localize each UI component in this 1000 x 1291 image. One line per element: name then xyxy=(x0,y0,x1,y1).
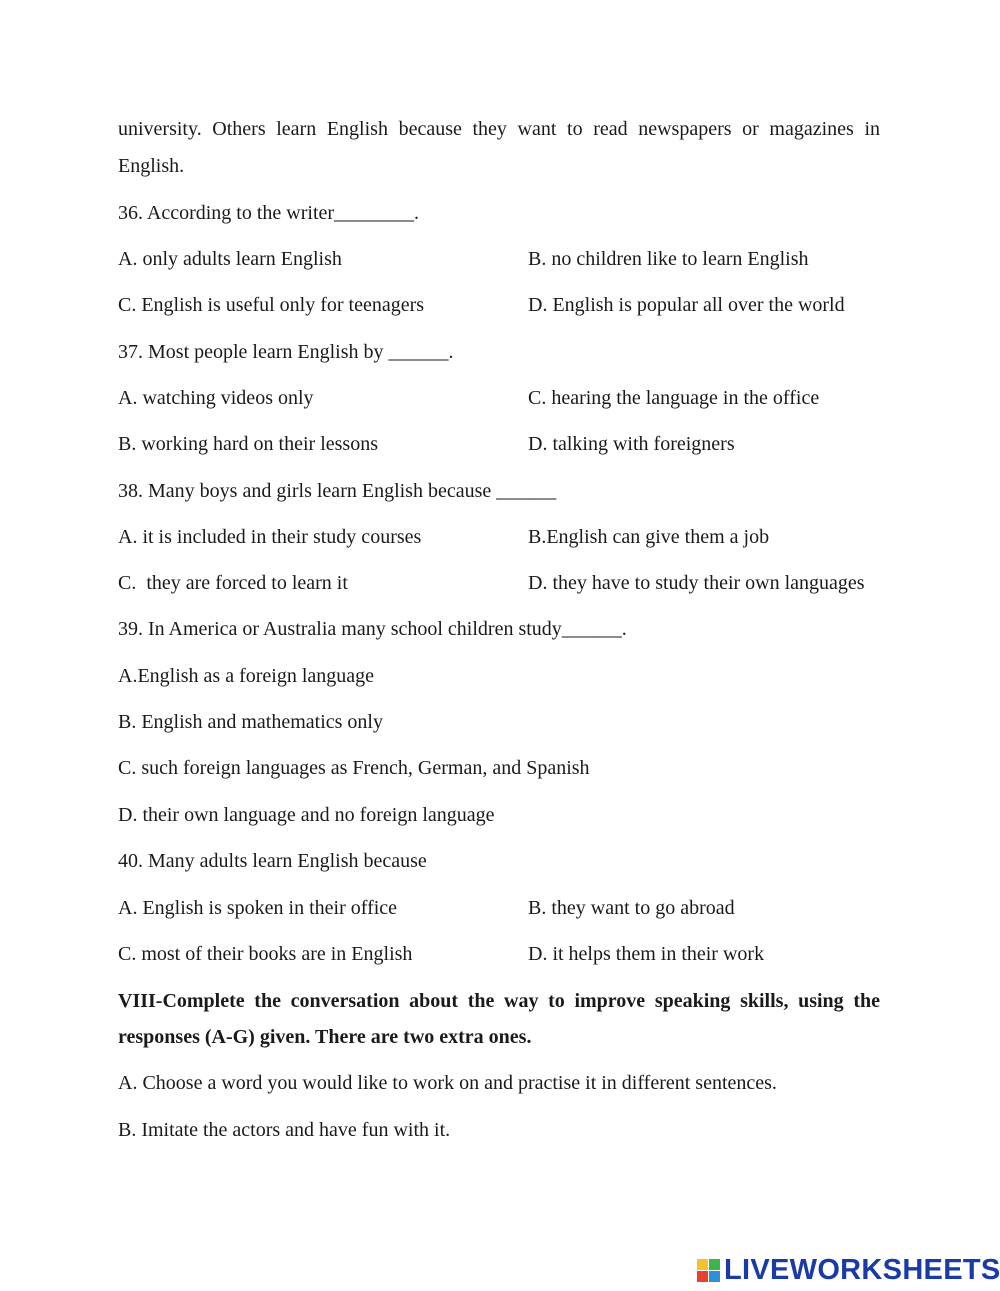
logo-text: LIVEWORKSHEETS xyxy=(724,1253,1000,1286)
logo-block-4 xyxy=(709,1271,720,1282)
q36-option-d: D. English is popular all over the world xyxy=(528,294,845,316)
intro-line-2: English. xyxy=(118,155,185,177)
q40-option-a: A. English is spoken in their office xyxy=(118,897,398,919)
q37-option-a: A. watching videos only xyxy=(118,387,314,409)
logo-blocks-icon xyxy=(697,1259,720,1282)
q37-option-d: D. talking with foreigners xyxy=(528,433,735,455)
section-8-heading-line-2: responses (A-G) given. There are two extra ones. xyxy=(118,1026,532,1048)
question-39-stem: 39. In America or Australia many school children study______. xyxy=(118,618,627,640)
q36-option-a: A. only adults learn English xyxy=(118,248,342,270)
q39-option-c: C. such foreign languages as French, German, and Spanish xyxy=(118,757,590,779)
question-36-stem: 36. According to the writer________. xyxy=(118,202,420,224)
q38-option-d: D. they have to study their own languages xyxy=(528,572,865,594)
q36-option-c: C. English is useful only for teenagers xyxy=(118,294,425,316)
q37-option-b: B. working hard on their lessons xyxy=(118,433,378,455)
liveworksheets-logo xyxy=(697,1253,1000,1287)
logo-block-1 xyxy=(697,1259,708,1270)
q39-option-b: B. English and mathematics only xyxy=(118,711,383,733)
section-8-heading-line-1: VIII-Complete the conversation about the way to improve speaking skills, using the xyxy=(118,990,880,1012)
q37-option-c: C. hearing the language in the office xyxy=(528,387,820,409)
question-40-stem: 40. Many adults learn English because xyxy=(118,850,427,872)
q40-option-b: B. they want to go abroad xyxy=(528,897,735,919)
logo-block-3 xyxy=(697,1271,708,1282)
q38-option-a: A. it is included in their study courses xyxy=(118,526,422,548)
q39-option-a: A.English as a foreign language xyxy=(118,665,375,687)
q40-option-c: C. most of their books are in English xyxy=(118,943,413,965)
intro-line-1: university. Others learn English because they want to read newspapers or magazines in xyxy=(118,118,880,140)
q36-option-b: B. no children like to learn English xyxy=(528,248,809,270)
response-a: A. Choose a word you would like to work on and practise it in different sentences. xyxy=(118,1072,777,1094)
logo-block-2 xyxy=(709,1259,720,1270)
q38-option-b: B.English can give them a job xyxy=(528,526,770,548)
question-37-stem: 37. Most people learn English by ______. xyxy=(118,341,454,363)
q40-option-d: D. it helps them in their work xyxy=(528,943,765,965)
q38-option-c: C. they are forced to learn it xyxy=(118,572,348,594)
question-38-stem: 38. Many boys and girls learn English because ______ xyxy=(118,480,557,502)
q39-option-d: D. their own language and no foreign language xyxy=(118,804,495,826)
response-b: B. Imitate the actors and have fun with it. xyxy=(118,1119,451,1141)
